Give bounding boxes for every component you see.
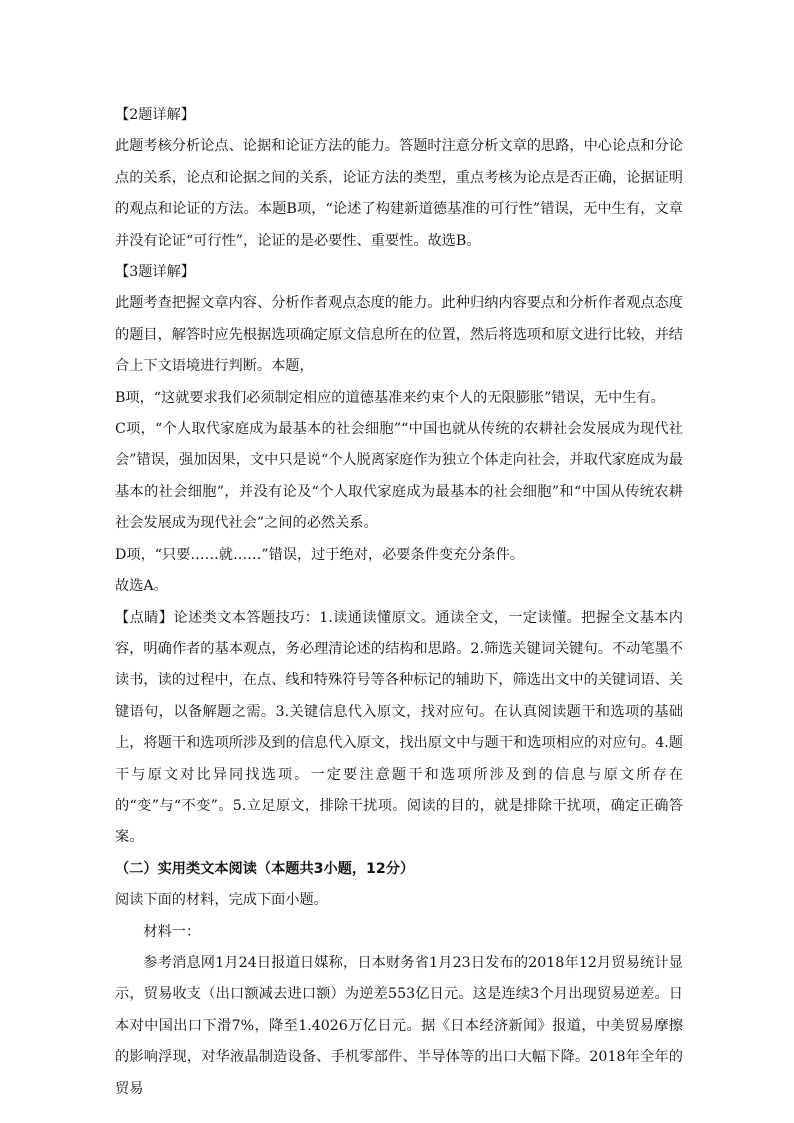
paragraph-q2-analysis: 此题考核分析论点、论据和论证方法的能力。答题时注意分析文章的思路，中心论点和分论点的关系，论点和论据之间的关系，论证方法的类型，重点考核为论点是否正确，论据证明的观点和论证的方法。本题B项，“论述了构建新道德基准的可行性”错误，无中生有，文章并没有论证“可行性”，论证的是必要性、重要性。故选B。 [115,138,683,249]
paragraph-answer: 故选A。 [115,578,168,595]
paragraph-instructions: 阅读下面的材料，完成下面小题。 [115,892,328,909]
paragraph-option-b: B项，“这就要求我们必须制定相应的道德基准来约束个人的无限膨胀”错误，无中生有。 [115,389,665,406]
paragraph-option-c: C项，“个人取代家庭成为最基本的社会细胞”“中国也就从传统的农耕社会发展成为现代社会”错误，强加因果，文中只是说“个人脱离家庭作为独立个体走向社会，并取代家庭成为最基本的社会细胞”，并没有论及“个人取代家庭成为最基本的社会细胞”和“中国从传统农耕社会发展成为现代社会”之间的必然关系。 [115,421,683,532]
heading-q3-explanation: 【3题详解】 [115,264,195,281]
paragraph-tips: 【点睛】论述类文本答题技巧：1.读通读懂原文。通读全文，一定读懂。把握全文基本内容，明确作者的基本观点，务必理清论述的结构和思路。2.筛选关键词关键句。不动笔墨不读书，读的过程中，在点、线和特殊符号等各种标记的辅助下，筛选出文中的关键词语、关键语句，以备解题之需。3.关键信息代入原文，找对应句。在认真阅读题干和选项的基础上，将题干和选项所涉及到的信息代入原文，找出原文中与题干和选项相应的对应句。4.题干与原文对比异同找选项。一定要注意题干和选项所涉及到的信息与原文所存在的“变”与“不变”。5.立足原文，排除干扰项。阅读的目的，就是排除干扰项，确定正确答案。 [115,609,683,846]
paragraph-q3-analysis: 此题考查把握文章内容、分析作者观点态度的能力。此种归纳内容要点和分析作者观点态度的题目，解答时应先根据选项确定原文信息所在的位置，然后将选项和原文进行比较，并结合上下文语境进行判断。本题， [115,295,683,375]
section-heading-practical-reading: （二）实用类文本阅读（本题共3小题，12分） [115,860,415,877]
paragraph-option-d: D项，“只要……就……”错误，过于绝对，必要条件变充分条件。 [115,546,524,563]
material-one-body: 参考消息网1月24日报道日媒称，日本财务省1月23日发布的2018年12月贸易统计显示，贸易收支（出口额减去进口额）为逆差553亿日元。这是连续3个月出现贸易逆差。日本对中国出口下滑7%，降至1.4026万亿日元。据《日本经济新闻》报道，中美贸易摩擦的影响浮现，对华液晶制造设备、手机零部件、半导体等的出口大幅下降。2018年全年的贸易 [115,954,683,1097]
document-body [115,100,683,1105]
material-one-label: 材料一： [143,923,201,940]
heading-q2-explanation: 【2题详解】 [115,107,195,123]
